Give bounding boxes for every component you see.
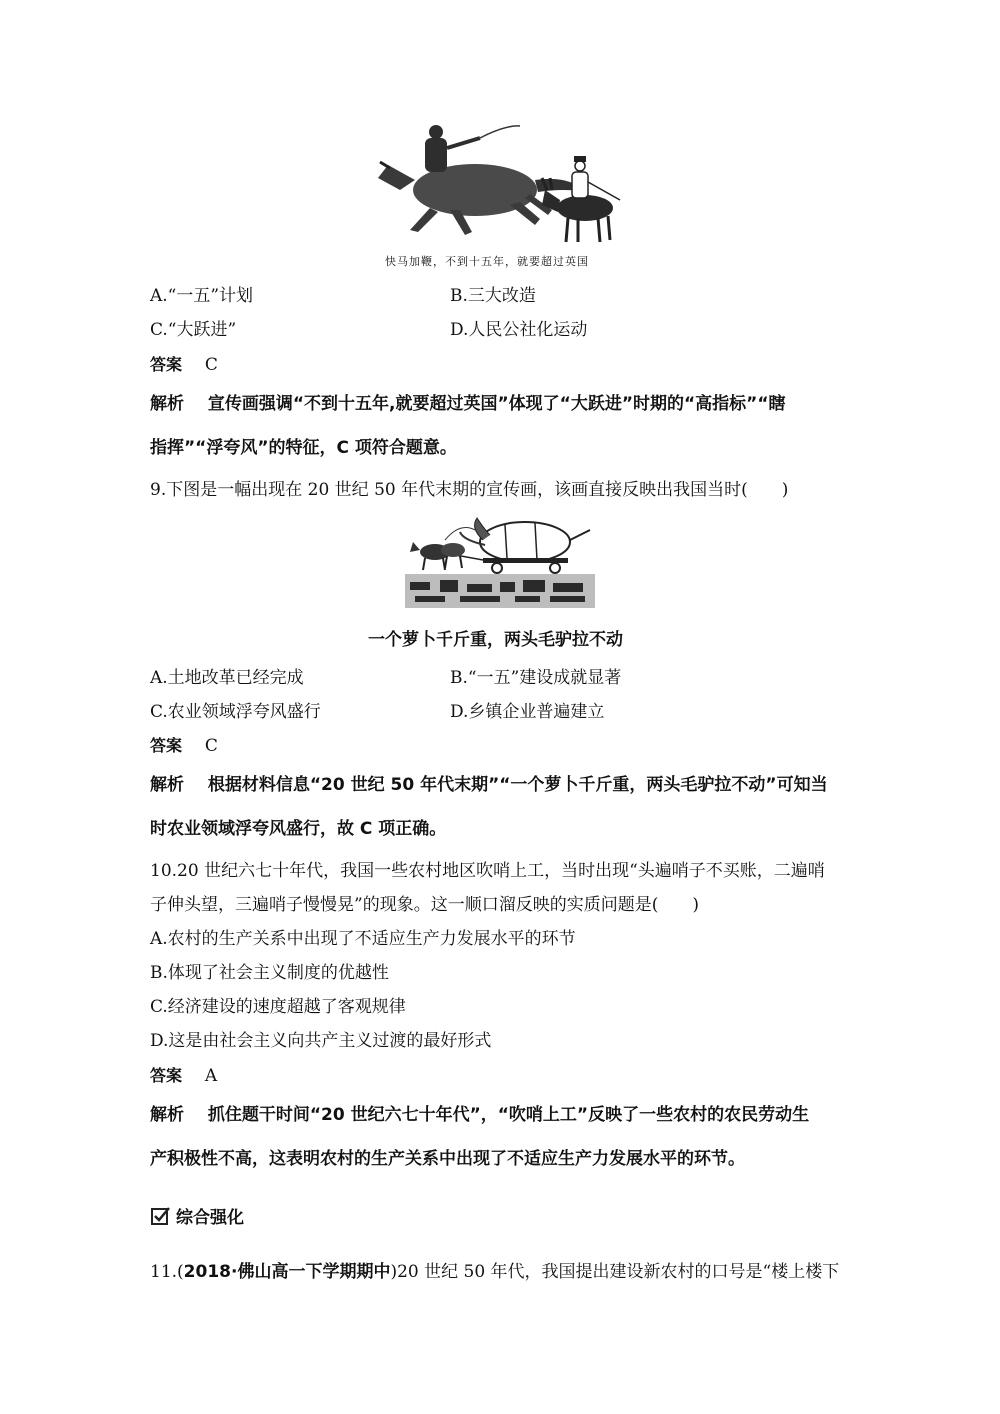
q10-stem-line1: 10.20 世纪六七十年代，我国一些农村地区吹哨上工，当时出现“头遍哨子不买账，二遍哨 bbox=[150, 861, 825, 881]
q9-analysis-line1 bbox=[150, 773, 828, 797]
q9-option-a[interactable]: A.土地改革已经完成 bbox=[150, 668, 304, 688]
q9-image-caption: 一个萝卜千斤重，两头毛驴拉不动 bbox=[368, 630, 623, 650]
q8-option-b[interactable]: B.三大改造 bbox=[450, 286, 536, 306]
q9-option-c[interactable]: C.农业领域浮夸风盛行 bbox=[150, 702, 321, 722]
q8-analysis-label: 解析 bbox=[150, 394, 184, 414]
q8-analysis-line2: 指挥”“浮夸风”的特征，C 项符合题意。 bbox=[150, 438, 457, 458]
q10-analysis-line1 bbox=[150, 1103, 809, 1127]
q10-stem-line2: 子伸头望，三遍哨子慢慢晃”的现象。这一顺口溜反映的实质问题是( ) bbox=[150, 895, 699, 915]
q10-option-a[interactable]: A.农村的生产关系中出现了不适应生产力发展水平的环节 bbox=[150, 929, 576, 949]
q11-stem-rest: )20 世纪 50 年代，我国提出建设新农村的口号是“楼上楼下 bbox=[390, 1262, 840, 1282]
q8-analysis-line1 bbox=[150, 392, 786, 416]
q8-answer-value: C bbox=[204, 355, 218, 375]
q9-analysis-line2: 时农业领域浮夸风盛行，故 C 项正确。 bbox=[150, 819, 447, 839]
q10-analysis-label: 解析 bbox=[150, 1105, 184, 1125]
q9-option-d[interactable]: D.乡镇企业普遍建立 bbox=[450, 702, 605, 722]
q10-analysis-text1: 抓住题干时间“20 世纪六七十年代”，“吹哨上工”反映了一些农村的农民劳动生 bbox=[207, 1105, 810, 1125]
q10-option-c[interactable]: C.经济建设的速度超越了客观规律 bbox=[150, 997, 406, 1017]
section-header bbox=[150, 1203, 244, 1228]
q10-answer bbox=[150, 1064, 217, 1088]
q8-analysis-text1: 宣传画强调“不到十五年,就要超过英国”体现了“大跃进”时期的“高指标”“瞎 bbox=[207, 394, 786, 414]
q10-option-d[interactable]: D.这是由社会主义向共产主义过渡的最好形式 bbox=[150, 1031, 492, 1051]
q8-answer-label: 答案 bbox=[150, 355, 183, 374]
q11-source: 2018·佛山高一下学期期中 bbox=[183, 1262, 391, 1282]
q9-answer-label: 答案 bbox=[150, 736, 183, 755]
q11-number: 11.( bbox=[150, 1262, 184, 1282]
q8-image-caption: 快马加鞭，不到十五年，就要超过英国 bbox=[385, 255, 589, 268]
q10-analysis-line2: 产积极性不高，这表明农村的生产关系中出现了不适应生产力发展水平的环节。 bbox=[150, 1149, 745, 1169]
section-title: 综合强化 bbox=[176, 1208, 244, 1228]
q11-stem bbox=[150, 1260, 839, 1284]
q9-answer-value: C bbox=[204, 736, 218, 756]
q9-analysis-label: 解析 bbox=[150, 775, 184, 795]
q8-option-d[interactable]: D.人民公社化运动 bbox=[450, 320, 588, 340]
q9-answer bbox=[150, 734, 218, 758]
q10-answer-label: 答案 bbox=[150, 1066, 183, 1085]
q10-answer-value: A bbox=[204, 1066, 218, 1086]
horse-donkey-illustration bbox=[370, 120, 635, 250]
q8-option-a[interactable]: A.“一五”计划 bbox=[150, 286, 254, 306]
q8-answer bbox=[150, 353, 218, 377]
q10-option-b[interactable]: B.体现了社会主义制度的优越性 bbox=[150, 963, 389, 983]
q9-stem: 9.下图是一幅出现在 20 世纪 50 年代末期的宣传画，该画直接反映出我国当时( ) bbox=[150, 480, 789, 500]
q9-analysis-text1: 根据材料信息“20 世纪 50 年代末期”“一个萝卜千斤重，两头毛驴拉不动”可知当 bbox=[207, 775, 828, 795]
checkbox-checked-icon bbox=[150, 1206, 170, 1226]
q9-option-b[interactable]: B.“一五”建设成就显著 bbox=[450, 668, 622, 688]
radish-cart-illustration bbox=[405, 510, 595, 610]
q8-option-c[interactable]: C.“大跃进” bbox=[150, 320, 237, 340]
